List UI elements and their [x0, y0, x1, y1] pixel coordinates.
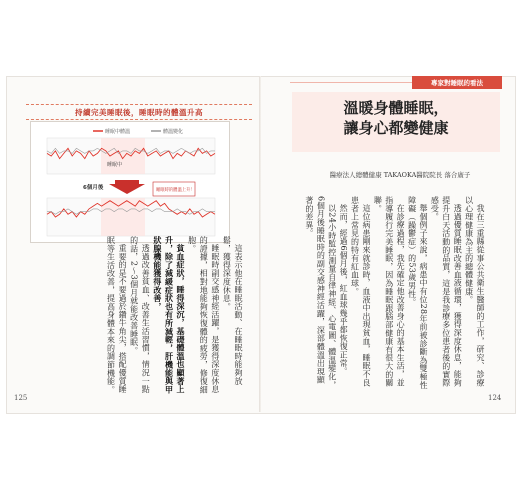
left-paragraph: 重要的是不要過於鑽牛角尖，搭配優質睡眠等生活改善，提高身體本來的調節機能。 [106, 236, 128, 394]
temperature-chart [30, 121, 230, 243]
book-gutter [259, 76, 261, 412]
left-paragraph: 這表示他在睡眠活動、在睡眠時能夠放鬆，獲得深度休息。 [222, 236, 243, 386]
right-paragraph: 我在三重縣從事公共衛生醫師的工作，研究、診療以心理健康為主的總體健康。 [464, 196, 485, 387]
sleep-band-after [101, 198, 145, 236]
down-arrow [109, 180, 145, 194]
sleep-band-before [101, 138, 145, 174]
annotation-sleep: 睡眠中 [107, 162, 123, 168]
right-paragraph: 舉個例子來說，病患中有位28年前被診斷為雙極性障礙（躁鬱症）的53歲男性。 [407, 196, 428, 390]
right-body-text [304, 196, 487, 392]
section-rule [290, 82, 412, 83]
page-number-left: 125 [14, 394, 28, 402]
right-paragraph: 然而，經過6個月後，紅血球幾乎都恢復正常。 [339, 204, 349, 376]
left-paragraph: 透過改善貧血、改善生活習慣，情況一點的話，2～3個月就能改善睡眠。 [129, 236, 151, 394]
headline [292, 98, 500, 138]
right-paragraph: 以24小時監控測量自律神經、心電圖、體溫變化，6個月後睡眠時的副交感神經活躍，深部體溫出現顯著的差異。 [304, 196, 337, 390]
annotation-temp-rise: 睡眠時的體溫上升！ [156, 188, 195, 193]
left-paragraph: 睡眠時副交感神經活躍，是獲得深度休息的證據，相對地能夠恢復體的疲勞，修復細胞。 [187, 236, 220, 394]
chart-title: 持續完美睡眠後，睡眠時的體溫升高 [26, 104, 252, 120]
legend-label-temp: 睡眠中體溫 [105, 129, 131, 135]
left-highlight: 貧血症狀，睡得深沉，基礎體溫也顯著上升，除了減緩症狀也有所減輕，肝機能與甲狀腺機能獲得改善， [152, 236, 187, 394]
left-body-text [105, 236, 244, 396]
headline-line-2: 讓身心都變健康 [343, 119, 449, 137]
right-paragraph: 透過優質睡眠改善血液循環，獲得深度休息，能夠提升白天活動的品質，這是我診療多位患者後的實際感受。 [430, 196, 463, 387]
section-label: 專家對睡眠的看法 [412, 76, 502, 89]
arrow-label: 6個月後 [83, 185, 104, 191]
right-paragraph: 在診療過程，我先確定他改善身心的基本生活，並指導履行完美睡眠，因為睡眠跟腦部健康有很大的關聯。 [373, 196, 406, 387]
author-byline: 醫療法人總體健康 TAKAOKA醫院院長 落合廣子 [329, 171, 471, 179]
chart-canvas [31, 122, 229, 242]
headline-line-1: 溫暖身體睡眠， [343, 99, 449, 117]
page-number-right: 124 [488, 394, 502, 402]
legend-label-change: 體溫變化 [163, 129, 184, 135]
right-paragraph: 這位病患剛來就診時，血液中出現貧血，睡眠不良患者上常見的特有紅血球。 [350, 196, 371, 387]
